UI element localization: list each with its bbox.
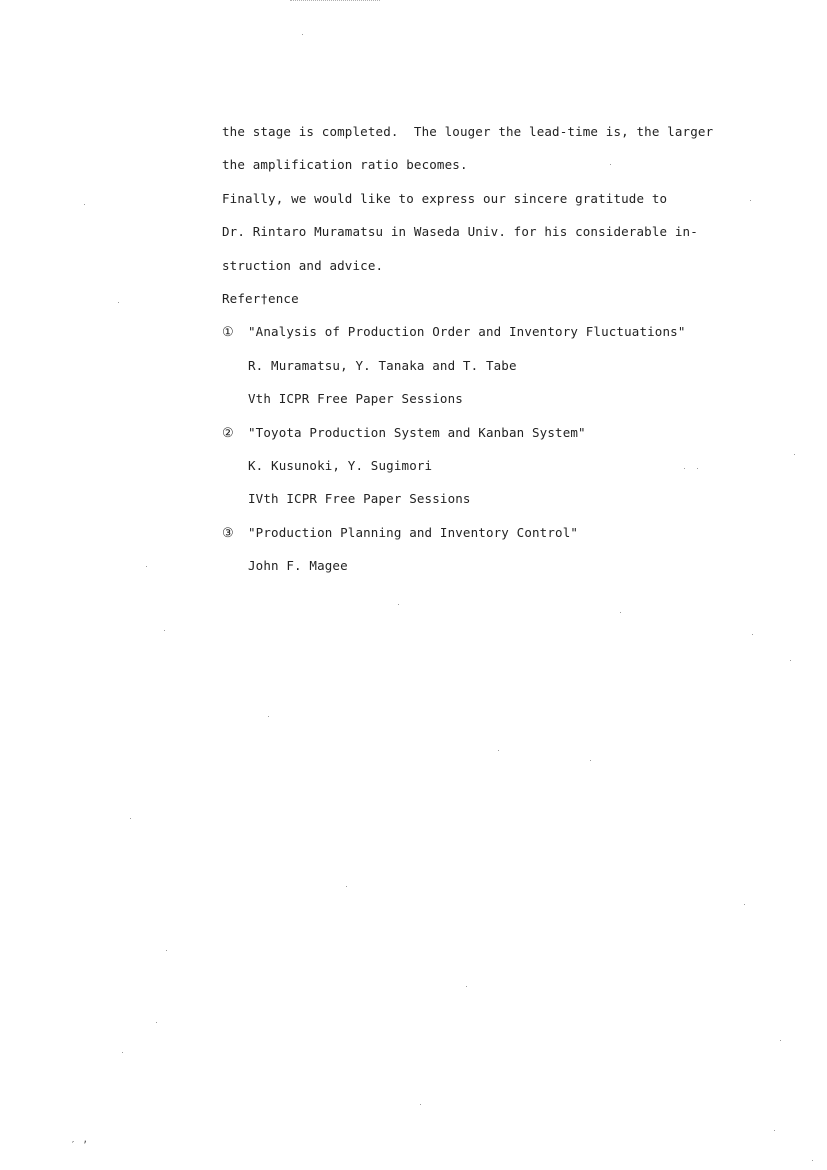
scan-speck (122, 1052, 123, 1053)
corner-mark: ′ ʼ (70, 1140, 89, 1151)
references-heading: Refer†ence (222, 290, 299, 306)
scan-speck (156, 1022, 157, 1023)
scan-speck (697, 468, 698, 469)
scan-speck (620, 612, 621, 613)
reference-source: Vth ICPR Free Paper Sessions (248, 391, 463, 407)
body-line: the amplification ratio becomes. (222, 157, 468, 173)
scan-speck (118, 302, 119, 303)
scan-speck (164, 630, 165, 631)
scan-speck (146, 566, 147, 567)
reference-item (222, 521, 782, 554)
body-line: struction and advice. (222, 257, 384, 273)
scan-speck (794, 454, 795, 455)
reference-title: "Analysis of Production Order and Inventory Fluctuations" (248, 324, 686, 340)
reference-title: "Toyota Production System and Kanban System" (248, 424, 586, 440)
reference-authors: R. Muramatsu, Y. Tanaka and T. Tabe (248, 357, 517, 373)
scan-speck (750, 200, 751, 201)
reference-authors: K. Kusunoki, Y. Sugimori (248, 457, 433, 473)
scan-speck (130, 818, 131, 819)
scan-speck (774, 1130, 775, 1131)
scan-speck (610, 164, 611, 165)
scan-speck (346, 886, 347, 887)
reference-source: IVth ICPR Free Paper Sessions (248, 491, 471, 507)
scan-speck (302, 34, 303, 35)
scan-speck (466, 986, 467, 987)
scan-speck (744, 904, 745, 905)
reference-number: ① (222, 325, 234, 341)
reference-number: ③ (222, 525, 234, 541)
body-line: Dr. Rintaro Muramatsu in Waseda Univ. for his considerable in- (222, 224, 698, 240)
reference-authors: John F. Magee (248, 558, 348, 574)
reference-item (222, 421, 782, 454)
reference-number: ② (222, 425, 234, 441)
body-text (222, 120, 782, 587)
scan-speck (790, 660, 791, 661)
scan-speck (166, 950, 167, 951)
scan-speck (812, 1160, 813, 1161)
scan-speck (84, 204, 85, 205)
scan-speck (590, 760, 591, 761)
scan-speck (780, 1040, 781, 1041)
scan-speck (268, 716, 269, 717)
scan-speck (498, 750, 499, 751)
scan-speck (684, 468, 685, 469)
body-line: the stage is completed. The louger the lead-time is, the larger (222, 124, 714, 139)
scan-speck (420, 1104, 421, 1105)
scan-speck (752, 634, 753, 635)
reference-title: "Production Planning and Inventory Control" (248, 524, 579, 540)
reference-item (222, 320, 782, 353)
scan-speck (398, 604, 399, 605)
scan-artifact-top (290, 0, 380, 5)
body-line: Finally, we would like to express our sincere gratitude to (222, 190, 668, 206)
